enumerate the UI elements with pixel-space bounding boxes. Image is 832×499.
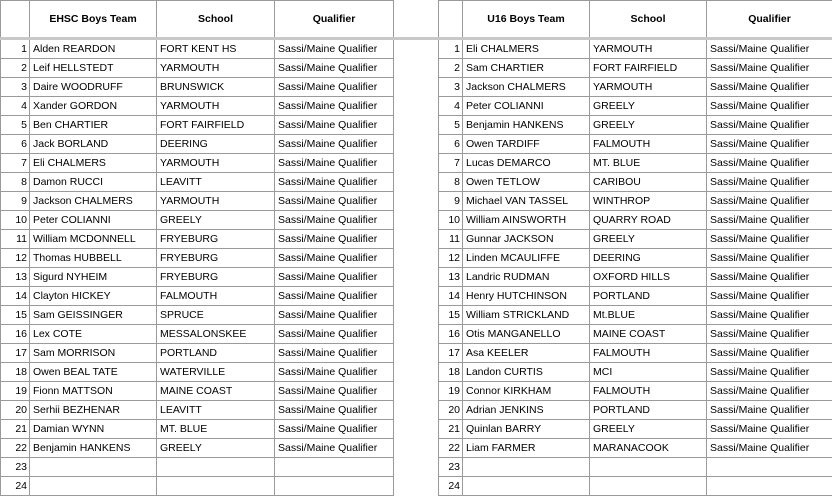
qualifier-cell[interactable]: Sassi/Maine Qualifier [707, 382, 832, 401]
qualifier-cell[interactable]: Sassi/Maine Qualifier [707, 173, 832, 192]
qualifier-cell[interactable] [275, 458, 394, 477]
row-number-cell[interactable]: 2 [439, 59, 463, 78]
school-cell[interactable]: Mt.BLUE [590, 306, 707, 325]
table-row [439, 439, 832, 458]
qualifier-cell[interactable]: Sassi/Maine Qualifier [707, 135, 832, 154]
table-row [439, 477, 832, 496]
table-row [439, 306, 832, 325]
qualifier-cell[interactable]: Sassi/Maine Qualifier [707, 211, 832, 230]
row-number-cell[interactable]: 14 [439, 287, 463, 306]
athlete-name-cell[interactable]: Asa KEELER [463, 344, 590, 363]
qualifier-cell[interactable]: Sassi/Maine Qualifier [275, 211, 394, 230]
row-number-cell[interactable]: 21 [1, 420, 30, 439]
table-row [1, 97, 394, 116]
athlete-name-cell[interactable]: Fionn MATTSON [30, 382, 157, 401]
qualifier-cell[interactable]: Sassi/Maine Qualifier [707, 420, 832, 439]
table-row [1, 59, 394, 78]
school-cell[interactable]: WATERVILLE [157, 363, 275, 382]
athlete-name-cell[interactable]: Eli CHALMERS [463, 39, 590, 59]
qualifier-cell[interactable] [707, 477, 832, 496]
school-cell[interactable] [157, 458, 275, 477]
qualifier-cell[interactable]: Sassi/Maine Qualifier [707, 401, 832, 420]
table-row [1, 401, 394, 420]
table-row [1, 116, 394, 135]
row-number-cell[interactable]: 3 [439, 78, 463, 97]
school-cell[interactable]: MARANACOOK [590, 439, 707, 458]
qualifier-cell[interactable]: Sassi/Maine Qualifier [707, 439, 832, 458]
row-number-cell[interactable]: 18 [439, 363, 463, 382]
table-row [1, 344, 394, 363]
qualifier-cell[interactable]: Sassi/Maine Qualifier [707, 97, 832, 116]
table-row [1, 39, 394, 59]
qualifier-cell[interactable]: Sassi/Maine Qualifier [275, 154, 394, 173]
table-row [1, 325, 394, 344]
school-cell[interactable]: GREELY [590, 97, 707, 116]
qualifier-cell[interactable]: Sassi/Maine Qualifier [707, 325, 832, 344]
table-row [439, 154, 832, 173]
table-row [439, 135, 832, 154]
table-row [1, 363, 394, 382]
school-cell[interactable] [590, 477, 707, 496]
qualifier-cell[interactable]: Sassi/Maine Qualifier [275, 116, 394, 135]
athlete-name-cell[interactable]: Adrian JENKINS [463, 401, 590, 420]
qualifier-cell[interactable]: Sassi/Maine Qualifier [707, 39, 832, 59]
school-cell[interactable]: BRUNSWICK [157, 78, 275, 97]
school-cell[interactable]: FALMOUTH [590, 382, 707, 401]
row-number-cell[interactable]: 19 [1, 382, 30, 401]
team-column-header[interactable]: EHSC Boys Team [30, 1, 157, 39]
school-column-header[interactable]: School [590, 1, 707, 39]
row-number-header[interactable] [1, 1, 30, 39]
qualifier-cell[interactable]: Sassi/Maine Qualifier [707, 78, 832, 97]
ehsc-table-body [1, 39, 394, 496]
qualifier-cell[interactable]: Sassi/Maine Qualifier [707, 363, 832, 382]
athlete-name-cell[interactable]: Quinlan BARRY [463, 420, 590, 439]
athlete-name-cell[interactable]: Clayton HICKEY [30, 287, 157, 306]
school-cell[interactable]: FRYEBURG [157, 249, 275, 268]
qualifier-cell[interactable]: Sassi/Maine Qualifier [707, 249, 832, 268]
table-row [439, 97, 832, 116]
qualifier-cell[interactable]: Sassi/Maine Qualifier [275, 230, 394, 249]
qualifier-cell[interactable]: Sassi/Maine Qualifier [707, 192, 832, 211]
qualifier-cell[interactable]: Sassi/Maine Qualifier [275, 363, 394, 382]
school-column-header[interactable]: School [157, 1, 275, 39]
row-number-cell[interactable]: 24 [1, 477, 30, 496]
qualifier-cell[interactable]: Sassi/Maine Qualifier [707, 59, 832, 78]
qualifier-cell[interactable]: Sassi/Maine Qualifier [275, 39, 394, 59]
athlete-name-cell[interactable]: Serhii BEZHENAR [30, 401, 157, 420]
row-number-cell[interactable]: 15 [439, 306, 463, 325]
qualifier-cell[interactable]: Sassi/Maine Qualifier [275, 420, 394, 439]
table-row [439, 325, 832, 344]
school-cell[interactable]: PORTLAND [590, 401, 707, 420]
row-number-cell[interactable]: 17 [439, 344, 463, 363]
row-number-header[interactable] [439, 1, 463, 39]
school-cell[interactable]: FRYEBURG [157, 230, 275, 249]
school-cell[interactable]: FALMOUTH [157, 287, 275, 306]
qualifier-cell[interactable]: Sassi/Maine Qualifier [275, 306, 394, 325]
school-cell[interactable]: LEAVITT [157, 401, 275, 420]
athlete-name-cell[interactable]: Jackson CHALMERS [463, 78, 590, 97]
school-cell[interactable]: GREELY [157, 211, 275, 230]
table-row [1, 154, 394, 173]
table-row [439, 192, 832, 211]
qualifier-cell[interactable]: Sassi/Maine Qualifier [707, 344, 832, 363]
table-row [1, 382, 394, 401]
row-number-cell[interactable]: 8 [439, 173, 463, 192]
qualifier-column-header[interactable]: Qualifier [707, 1, 832, 39]
school-cell[interactable]: LEAVITT [157, 173, 275, 192]
school-cell[interactable]: MT. BLUE [590, 154, 707, 173]
school-cell[interactable]: FORT FAIRFIELD [157, 116, 275, 135]
frozen-header-divider [393, 37, 438, 40]
table-row [1, 78, 394, 97]
table-row [439, 363, 832, 382]
u16-table-body [439, 39, 832, 496]
qualifier-cell[interactable]: Sassi/Maine Qualifier [275, 59, 394, 78]
athlete-name-cell[interactable] [30, 458, 157, 477]
table-row [439, 401, 832, 420]
table-row [439, 59, 832, 78]
school-cell[interactable]: MAINE COAST [157, 382, 275, 401]
row-number-cell[interactable]: 10 [1, 211, 30, 230]
school-cell[interactable]: FALMOUTH [590, 135, 707, 154]
table-row [439, 420, 832, 439]
school-cell[interactable] [590, 458, 707, 477]
row-number-cell[interactable]: 7 [439, 154, 463, 173]
school-cell[interactable]: YARMOUTH [157, 192, 275, 211]
table-row [1, 192, 394, 211]
school-cell[interactable] [157, 477, 275, 496]
row-number-cell[interactable]: 21 [439, 420, 463, 439]
row-number-cell[interactable]: 9 [1, 192, 30, 211]
table-row [439, 287, 832, 306]
row-number-cell[interactable]: 12 [439, 249, 463, 268]
athlete-name-cell[interactable]: Sam CHARTIER [463, 59, 590, 78]
qualifier-cell[interactable]: Sassi/Maine Qualifier [707, 230, 832, 249]
athlete-name-cell[interactable]: Michael VAN TASSEL [463, 192, 590, 211]
qualifier-cell[interactable]: Sassi/Maine Qualifier [707, 306, 832, 325]
row-number-cell[interactable]: 1 [439, 39, 463, 59]
athlete-name-cell[interactable]: Eli CHALMERS [30, 154, 157, 173]
header-row [1, 1, 394, 39]
school-cell[interactable]: MAINE COAST [590, 325, 707, 344]
row-number-cell[interactable]: 23 [439, 458, 463, 477]
school-cell[interactable]: PORTLAND [590, 287, 707, 306]
school-cell[interactable]: PORTLAND [157, 344, 275, 363]
qualifier-cell[interactable]: Sassi/Maine Qualifier [275, 173, 394, 192]
qualifier-column-header[interactable]: Qualifier [275, 1, 394, 39]
row-number-cell[interactable]: 20 [439, 401, 463, 420]
athlete-name-cell[interactable]: Damon RUCCI [30, 173, 157, 192]
athlete-name-cell[interactable]: Thomas HUBBELL [30, 249, 157, 268]
athlete-name-cell[interactable]: Xander GORDON [30, 97, 157, 116]
table-row [1, 211, 394, 230]
athlete-name-cell[interactable]: Jackson CHALMERS [30, 192, 157, 211]
row-number-cell[interactable]: 11 [439, 230, 463, 249]
table-row [1, 135, 394, 154]
qualifier-cell[interactable]: Sassi/Maine Qualifier [275, 78, 394, 97]
school-cell[interactable]: YARMOUTH [157, 97, 275, 116]
athlete-name-cell[interactable] [463, 458, 590, 477]
school-cell[interactable]: DEERING [157, 135, 275, 154]
school-cell[interactable]: GREELY [590, 116, 707, 135]
school-cell[interactable]: FORT KENT HS [157, 39, 275, 59]
row-number-cell[interactable]: 22 [1, 439, 30, 458]
row-number-cell[interactable]: 19 [439, 382, 463, 401]
row-number-cell[interactable]: 5 [1, 116, 30, 135]
school-cell[interactable]: QUARRY ROAD [590, 211, 707, 230]
qualifier-cell[interactable]: Sassi/Maine Qualifier [707, 116, 832, 135]
athlete-name-cell[interactable]: Connor KIRKHAM [463, 382, 590, 401]
athlete-name-cell[interactable]: William AINSWORTH [463, 211, 590, 230]
row-number-cell[interactable]: 6 [439, 135, 463, 154]
qualifier-cell[interactable]: Sassi/Maine Qualifier [275, 382, 394, 401]
athlete-name-cell[interactable]: Alden REARDON [30, 39, 157, 59]
table-row [1, 230, 394, 249]
table-row [1, 477, 394, 496]
row-number-cell[interactable]: 22 [439, 439, 463, 458]
qualifier-cell[interactable]: Sassi/Maine Qualifier [275, 325, 394, 344]
row-number-cell[interactable]: 5 [439, 116, 463, 135]
qualifier-cell[interactable]: Sassi/Maine Qualifier [275, 287, 394, 306]
row-number-cell[interactable]: 12 [1, 249, 30, 268]
table-row [1, 458, 394, 477]
qualifier-cell[interactable]: Sassi/Maine Qualifier [275, 439, 394, 458]
school-cell[interactable]: MCI [590, 363, 707, 382]
row-number-cell[interactable]: 23 [1, 458, 30, 477]
table-row [1, 249, 394, 268]
qualifier-cell[interactable]: Sassi/Maine Qualifier [707, 268, 832, 287]
row-number-cell[interactable]: 2 [1, 59, 30, 78]
row-number-cell[interactable]: 1 [1, 39, 30, 59]
athlete-name-cell[interactable]: Landon CURTIS [463, 363, 590, 382]
row-number-cell[interactable]: 11 [1, 230, 30, 249]
team-column-header[interactable]: U16 Boys Team [463, 1, 590, 39]
table-row [439, 458, 832, 477]
row-number-cell[interactable]: 13 [439, 268, 463, 287]
athlete-name-cell[interactable]: Henry HUTCHINSON [463, 287, 590, 306]
athlete-name-cell[interactable]: William MCDONNELL [30, 230, 157, 249]
school-cell[interactable]: GREELY [157, 439, 275, 458]
athlete-name-cell[interactable]: Liam FARMER [463, 439, 590, 458]
athlete-name-cell[interactable]: Sam GEISSINGER [30, 306, 157, 325]
athlete-name-cell[interactable]: Sam MORRISON [30, 344, 157, 363]
table-row [1, 439, 394, 458]
qualifier-cell[interactable]: Sassi/Maine Qualifier [275, 401, 394, 420]
athlete-name-cell[interactable]: Peter COLIANNI [463, 97, 590, 116]
athlete-name-cell[interactable]: Owen BEAL TATE [30, 363, 157, 382]
qualifier-cell[interactable]: Sassi/Maine Qualifier [707, 154, 832, 173]
school-cell[interactable]: GREELY [590, 420, 707, 439]
school-cell[interactable]: FALMOUTH [590, 344, 707, 363]
school-cell[interactable]: GREELY [590, 230, 707, 249]
school-cell[interactable]: OXFORD HILLS [590, 268, 707, 287]
athlete-name-cell[interactable]: Lex COTE [30, 325, 157, 344]
athlete-name-cell[interactable]: Peter COLIANNI [30, 211, 157, 230]
qualifier-cell[interactable]: Sassi/Maine Qualifier [275, 192, 394, 211]
row-number-cell[interactable]: 13 [1, 268, 30, 287]
row-number-cell[interactable]: 14 [1, 287, 30, 306]
athlete-name-cell[interactable]: Daire WOODRUFF [30, 78, 157, 97]
qualifier-cell[interactable]: Sassi/Maine Qualifier [707, 287, 832, 306]
school-cell[interactable]: SPRUCE [157, 306, 275, 325]
school-cell[interactable]: WINTHROP [590, 192, 707, 211]
athlete-name-cell[interactable]: Owen TETLOW [463, 173, 590, 192]
athlete-name-cell[interactable]: Benjamin HANKENS [463, 116, 590, 135]
athlete-name-cell[interactable]: Ben CHARTIER [30, 116, 157, 135]
school-cell[interactable]: CARIBOU [590, 173, 707, 192]
row-number-cell[interactable]: 7 [1, 154, 30, 173]
row-number-cell[interactable]: 4 [439, 97, 463, 116]
athlete-name-cell[interactable]: William STRICKLAND [463, 306, 590, 325]
ehsc-boys-team-table [0, 0, 394, 496]
row-number-cell[interactable]: 24 [439, 477, 463, 496]
row-number-cell[interactable]: 10 [439, 211, 463, 230]
qualifier-cell[interactable] [275, 477, 394, 496]
athlete-name-cell[interactable] [463, 477, 590, 496]
table-row [439, 344, 832, 363]
athlete-name-cell[interactable]: Gunnar JACKSON [463, 230, 590, 249]
row-number-cell[interactable]: 8 [1, 173, 30, 192]
athlete-name-cell[interactable]: Jack BORLAND [30, 135, 157, 154]
row-number-cell[interactable]: 17 [1, 344, 30, 363]
athlete-name-cell[interactable]: Lucas DEMARCO [463, 154, 590, 173]
qualifier-cell[interactable]: Sassi/Maine Qualifier [275, 268, 394, 287]
row-number-cell[interactable]: 3 [1, 78, 30, 97]
qualifier-cell[interactable]: Sassi/Maine Qualifier [275, 97, 394, 116]
athlete-name-cell[interactable]: Landric RUDMAN [463, 268, 590, 287]
qualifier-cell[interactable] [707, 458, 832, 477]
school-cell[interactable]: MESSALONSKEE [157, 325, 275, 344]
qualifier-cell[interactable]: Sassi/Maine Qualifier [275, 344, 394, 363]
table-row [1, 173, 394, 192]
athlete-name-cell[interactable]: Damian WYNN [30, 420, 157, 439]
athlete-name-cell[interactable]: Benjamin HANKENS [30, 439, 157, 458]
table-row [439, 382, 832, 401]
athlete-name-cell[interactable]: Otis MANGANELLO [463, 325, 590, 344]
table-row [439, 173, 832, 192]
row-number-cell[interactable]: 20 [1, 401, 30, 420]
table-row [1, 306, 394, 325]
school-cell[interactable]: YARMOUTH [157, 154, 275, 173]
table-row [439, 116, 832, 135]
qualifier-cell[interactable]: Sassi/Maine Qualifier [275, 249, 394, 268]
row-number-cell[interactable]: 9 [439, 192, 463, 211]
athlete-name-cell[interactable] [30, 477, 157, 496]
table-row [439, 230, 832, 249]
u16-boys-team-table [438, 0, 832, 496]
table-row [1, 420, 394, 439]
athlete-name-cell[interactable]: Sigurd NYHEIM [30, 268, 157, 287]
qualifier-cell[interactable]: Sassi/Maine Qualifier [275, 135, 394, 154]
row-number-cell[interactable]: 6 [1, 135, 30, 154]
school-cell[interactable]: YARMOUTH [157, 59, 275, 78]
table-row [439, 249, 832, 268]
table-row [439, 39, 832, 59]
school-cell[interactable]: DEERING [590, 249, 707, 268]
table-row [1, 268, 394, 287]
row-number-cell[interactable]: 18 [1, 363, 30, 382]
school-cell[interactable]: YARMOUTH [590, 39, 707, 59]
athlete-name-cell[interactable]: Leif HELLSTEDT [30, 59, 157, 78]
table-row [439, 78, 832, 97]
school-cell[interactable]: YARMOUTH [590, 78, 707, 97]
row-number-cell[interactable]: 16 [439, 325, 463, 344]
row-number-cell[interactable]: 4 [1, 97, 30, 116]
table-row [439, 268, 832, 287]
header-row [439, 1, 832, 39]
row-number-cell[interactable]: 15 [1, 306, 30, 325]
school-cell[interactable]: MT. BLUE [157, 420, 275, 439]
row-number-cell[interactable]: 16 [1, 325, 30, 344]
school-cell[interactable]: FRYEBURG [157, 268, 275, 287]
table-row [1, 287, 394, 306]
athlete-name-cell[interactable]: Owen TARDIFF [463, 135, 590, 154]
school-cell[interactable]: FORT FAIRFIELD [590, 59, 707, 78]
table-row [439, 211, 832, 230]
athlete-name-cell[interactable]: Linden MCAULIFFE [463, 249, 590, 268]
